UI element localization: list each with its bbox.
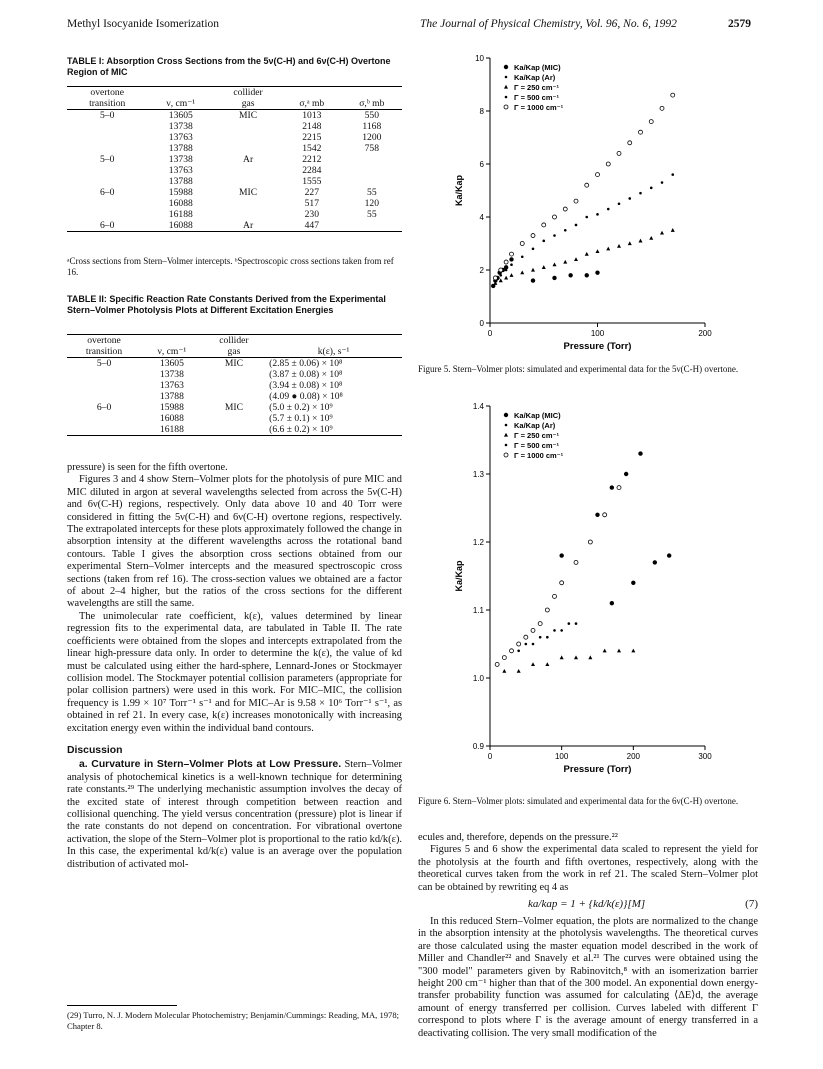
table1-h-gas: gas xyxy=(241,98,255,109)
table1-h-nu: ν, cm⁻¹ xyxy=(166,98,196,109)
x-tick-label: 200 xyxy=(698,329,712,338)
table2-row xyxy=(67,402,402,413)
table1-row xyxy=(67,121,402,132)
data-point-filled xyxy=(568,273,572,277)
table1-cell xyxy=(67,165,147,176)
table2-cell: (6.6 ± 0.2) × 10⁹ xyxy=(269,424,333,435)
table1-cell: 1542 xyxy=(302,143,322,154)
table2-cell: 16188 xyxy=(159,424,184,435)
data-point-triangle xyxy=(502,669,506,673)
table1-cell: 13738 xyxy=(168,121,193,132)
y-tick-label: 1.1 xyxy=(472,606,484,615)
x-tick-label: 0 xyxy=(487,329,493,338)
data-point-triangle xyxy=(504,85,508,89)
data-point-open xyxy=(553,594,557,598)
left-paragraph-4: Stern–Volmer analysis of photochemical kinetics is a well-known technique for determining rate constants.²⁹ The underlying mechanistic assumption involves the decay of the excited state of interest through competition between reaction and collisional quenching. The yield versus concentration (pressure) plot is linear if the rate constants do not depend on concentration. For vibrational overtone activation, the slope of the Stern–Volmer plot is proportional to the ratio kd/k(ε). In this case, the experimental kd/k(ε) value is an average over the population distribution of activated mol- xyxy=(67,759,402,870)
table1-cell: 758 xyxy=(364,143,380,154)
data-point-triangle xyxy=(660,231,664,235)
figure5-plot xyxy=(450,50,750,355)
table2-cell: (5.0 ± 0.2) × 10⁹ xyxy=(269,402,333,413)
table2 xyxy=(67,334,402,436)
table1-cell: 5–0 xyxy=(99,110,115,121)
table2-h-nu: ν, cm⁻¹ xyxy=(157,346,187,357)
data-point-triangle xyxy=(617,244,621,248)
table2-row xyxy=(67,424,402,436)
table1-cell: Ar xyxy=(243,220,254,231)
data-point-triangle xyxy=(628,241,632,245)
left-paragraph-3: The unimolecular rate coefficient, k(ε), values determined by linear regression fits to the experimental data, are tabulated in Table II. The rate coefficients were obtained from the slopes and intercepts extrapolated from the linear high-pressure data only. In order to determine the k(ε), the value of kd must be calculated using either the hard-sphere, Lennard-Jones or Stockmayer collision model. The Stockmayer potential collision parameters (appropriate for polar collision partners) were used in this work. For MIC–MIC, the collision frequency is 1.99 × 10⁷ Torr⁻¹ s⁻¹ and for MIC–Ar is 9.58 × 10⁶ Torr⁻¹ s⁻¹, as obtained in ref 21. In every case, k(ε) increases monotonically with increasing excitation energy even within the individual band contours. xyxy=(67,610,402,734)
data-point-open xyxy=(574,560,578,564)
right-column-text xyxy=(418,832,758,1040)
table1-h-sigma-b: σ,ᵇ mb xyxy=(359,98,385,109)
data-point-open xyxy=(649,120,653,124)
table2-cell: 15988 xyxy=(159,402,184,413)
table2-h-overtone: overtone xyxy=(87,335,121,346)
x-tick-label: 300 xyxy=(698,752,712,761)
data-point-triangle xyxy=(510,273,514,277)
table1-cell xyxy=(214,176,282,187)
table2-cell: 13763 xyxy=(159,380,184,391)
y-tick-label: 6 xyxy=(479,160,484,169)
data-point-triangle xyxy=(649,236,653,240)
data-point-open xyxy=(510,649,514,653)
table1-cell: 2212 xyxy=(302,154,322,165)
table2-cell xyxy=(203,380,265,391)
data-point-triangle xyxy=(531,268,535,272)
table2-row xyxy=(67,413,402,424)
table1-cell: 13763 xyxy=(168,165,193,176)
footnote: (29) Turro, N. J. Modern Molecular Photochemistry; Benjamin/Cummings: Reading, MA, 1978; Chapter 8. xyxy=(67,1010,400,1031)
table1-cell: Ar xyxy=(243,154,254,165)
table2-row xyxy=(67,391,402,402)
table1-cell xyxy=(342,220,402,232)
table2-cell xyxy=(67,424,141,436)
table1-cell: 2284 xyxy=(302,165,322,176)
x-tick-label: 100 xyxy=(590,329,605,338)
data-point-dot xyxy=(650,187,653,190)
y-tick-label: 1.2 xyxy=(472,538,484,547)
data-point-open xyxy=(531,234,535,238)
table2-cell: 13605 xyxy=(159,358,184,369)
table2-cell: (3.94 ± 0.08) × 10⁸ xyxy=(269,380,343,391)
data-point-filled xyxy=(552,276,556,280)
journal-citation: The Journal of Physical Chemistry, Vol. 96, No. 6, 1992 xyxy=(420,18,677,30)
table1 xyxy=(67,86,402,232)
table1-cell: 1200 xyxy=(362,132,382,143)
table2-row xyxy=(67,358,402,370)
data-point-open xyxy=(517,642,521,646)
data-point-dot xyxy=(505,96,508,99)
table2-cell xyxy=(67,369,141,380)
data-point-open xyxy=(617,486,621,490)
table1-cell: 13763 xyxy=(168,132,193,143)
table1-cell xyxy=(67,143,147,154)
y-tick-label: 10 xyxy=(475,54,484,63)
table1-cell xyxy=(67,132,147,143)
subsection-heading: a. Curvature in Stern–Volmer Plots at Low Pressure. xyxy=(79,759,342,771)
data-point-open xyxy=(628,141,632,145)
data-point-dot xyxy=(505,269,508,272)
data-point-filled xyxy=(595,270,599,274)
data-point-triangle xyxy=(596,249,600,253)
table1-h-collider: collider xyxy=(233,87,263,98)
footnote-rule xyxy=(67,1005,177,1006)
table1-cell: 2148 xyxy=(302,121,322,132)
data-point-open xyxy=(542,223,546,227)
table2-cell: MIC xyxy=(224,402,243,413)
data-point-open xyxy=(493,276,497,280)
table2-cell: (3.87 ± 0.08) × 10⁸ xyxy=(269,369,343,380)
data-point-dot xyxy=(532,643,535,646)
table2-cell xyxy=(67,391,141,402)
table1-cell: 55 xyxy=(367,209,377,220)
table1-cell xyxy=(214,143,282,154)
table1-cell xyxy=(67,121,147,132)
x-tick-label: 200 xyxy=(626,752,641,761)
table1-cell: MIC xyxy=(239,187,258,198)
data-point-filled xyxy=(509,257,513,261)
table2-cell xyxy=(67,380,141,391)
table1-cell: 1013 xyxy=(302,110,322,121)
data-point-dot xyxy=(525,643,528,646)
table1-cell: 5–0 xyxy=(99,154,115,165)
table2-cell xyxy=(203,391,265,402)
data-point-triangle xyxy=(574,655,578,659)
table1-cell: 517 xyxy=(304,198,319,209)
table2-cell: (2.85 ± 0.06) × 10⁸ xyxy=(269,358,343,369)
legend-entry: Ka/Kap (Ar) xyxy=(514,421,556,430)
data-point-triangle xyxy=(574,257,578,261)
legend-entry: Γ = 250 cm⁻¹ xyxy=(514,431,559,440)
data-point-triangle xyxy=(617,649,621,653)
data-point-open xyxy=(560,581,564,585)
table2-h-k: k(ε), s⁻¹ xyxy=(317,346,350,357)
left-paragraph-2: Figures 3 and 4 show Stern–Volmer plots for the photolysis of pure MIC and MIC diluted in argon at several wavelengths selected from across the 5ν(C-H) and 6ν(C-H) regions, respectively. Only data above 10 and 40 Torr were considered in fitting the 5ν(C-H) and 6ν(C-H) overtone regions, respectively. The extrapolated intercepts for these plots approximately followed the change in absorption intensity at the different wavelengths across the rotational band contours. Table I gives the absorption cross sections obtained from our experimental Stern–Volmer intercepts and the measured spectroscopic cross sections (taken from ref 16). The cross-section values we obtained are a factor of about 2–4 higher, but the ratios of the cross sections for the different wavelengths are still the same. xyxy=(67,474,402,610)
y-axis-label: Ka/Kap xyxy=(454,560,464,592)
legend-entry: Γ = 500 cm⁻¹ xyxy=(514,441,559,450)
data-point-open xyxy=(510,252,514,256)
data-point-dot xyxy=(568,622,571,625)
table1-cell: 550 xyxy=(364,110,380,121)
y-tick-label: 4 xyxy=(479,213,484,222)
table1-row xyxy=(67,176,402,187)
table1-cell xyxy=(342,176,402,187)
table1-h-transition: transition xyxy=(89,98,126,109)
table1-row xyxy=(67,187,402,198)
section-heading: Discussion xyxy=(67,744,123,756)
x-axis-label: Pressure (Torr) xyxy=(563,341,632,352)
page-number: 2579 xyxy=(728,18,751,30)
data-point-open xyxy=(596,173,600,177)
x-tick-label: 0 xyxy=(487,752,493,761)
table1-cell: 15988 xyxy=(168,187,193,198)
table1-cell xyxy=(342,165,402,176)
data-point-open xyxy=(538,622,542,626)
data-point-open xyxy=(502,656,506,660)
data-point-open xyxy=(574,199,578,203)
data-point-filled xyxy=(624,472,628,476)
y-tick-label: 2 xyxy=(479,266,484,275)
data-point-triangle xyxy=(545,662,549,666)
data-point-dot xyxy=(639,192,642,195)
table1-cell: 447 xyxy=(304,220,319,231)
x-axis-label: Pressure (Torr) xyxy=(563,764,632,775)
data-point-open xyxy=(520,242,524,246)
legend-entry: Ka/Kap (MIC) xyxy=(514,411,561,420)
data-point-open xyxy=(499,268,503,272)
data-point-dot xyxy=(618,202,621,205)
table1-cell: 13788 xyxy=(168,143,193,154)
data-point-open xyxy=(553,215,557,219)
table1-cell: 16088 xyxy=(168,220,193,231)
table1-cell: 55 xyxy=(367,187,377,198)
data-point-dot xyxy=(553,234,556,237)
data-point-dot xyxy=(564,229,567,232)
table1-row xyxy=(67,165,402,176)
table1-row xyxy=(67,198,402,209)
table1-cell: 13738 xyxy=(168,154,193,165)
table1-cell xyxy=(67,198,147,209)
table1-cell: 16088 xyxy=(168,198,193,209)
table1-cell: 227 xyxy=(304,187,319,198)
right-paragraph-3: In this reduced Stern–Volmer equation, the plots are normalized to the change in the absorption intensity at the photolysis wavelengths. The theoretical curves are those calculated using the master equation model described in the work of Miller and Chandler²² and Snavely et al.²¹ The curves were obtained using the "300 model" parameters given by Rabinovitch,⁸ with an isomerization barrier height 200 cm⁻¹ higher than that of the 300 model. An exponential down energy-transfer probability function was assumed for calculating ⟨ΔE⟩d, the average amount of energy transferred per collision. Curves labeled with different Γ correspond to plots where Γ is the average amount of energy transferred in a deactivating collision. The very small modification of the xyxy=(418,916,758,1039)
running-head: Methyl Isocyanide Isomerization xyxy=(67,18,220,30)
data-point-dot xyxy=(596,213,599,216)
table1-cell: 120 xyxy=(364,198,380,209)
y-tick-label: 1.0 xyxy=(472,674,484,683)
data-point-dot xyxy=(560,629,563,632)
data-point-triangle xyxy=(631,649,635,653)
legend-entry: Γ = 1000 cm⁻¹ xyxy=(514,103,564,112)
table1-cell: 16188 xyxy=(168,209,193,220)
data-point-dot xyxy=(585,216,588,219)
y-tick-label: 1.3 xyxy=(472,470,484,479)
data-point-filled xyxy=(667,553,671,557)
data-point-open xyxy=(639,130,643,134)
table1-cell xyxy=(214,132,282,143)
data-point-open xyxy=(588,540,592,544)
data-point-open xyxy=(671,93,675,97)
data-point-filled xyxy=(504,413,508,417)
data-point-filled xyxy=(653,560,657,564)
table1-cell xyxy=(214,165,282,176)
table2-cell: 16088 xyxy=(159,413,184,424)
equation-number: (7) xyxy=(745,898,758,911)
table1-cell: 6–0 xyxy=(99,220,115,231)
table1-cell xyxy=(67,209,147,220)
equation-7 xyxy=(418,894,758,916)
table2-cell: 5–0 xyxy=(96,358,112,369)
table1-cell xyxy=(342,154,402,165)
data-point-filled xyxy=(631,581,635,585)
table1-caption: TABLE I: Absorption Cross Sections from the 5ν(C-H) and 6ν(C-H) Overtone Region of MIC xyxy=(67,56,391,77)
data-point-open xyxy=(585,183,589,187)
y-axis-label: Ka/Kap xyxy=(454,174,464,207)
table1-row xyxy=(67,220,402,232)
data-point-open xyxy=(563,207,567,211)
data-point-triangle xyxy=(603,649,607,653)
data-point-open xyxy=(617,151,621,155)
table1-row xyxy=(67,209,402,220)
table1-cell: 1555 xyxy=(302,176,322,187)
data-point-open xyxy=(603,513,607,517)
table2-cell xyxy=(67,413,141,424)
table2-h-transition: transition xyxy=(85,346,123,357)
y-tick-label: 1.4 xyxy=(472,402,484,411)
data-point-filled xyxy=(559,553,563,557)
data-point-dot xyxy=(505,424,508,427)
data-point-dot xyxy=(607,208,610,211)
table2-h-gas: gas xyxy=(227,346,241,357)
data-point-filled xyxy=(504,65,508,69)
data-point-open xyxy=(545,608,549,612)
data-point-open xyxy=(606,162,610,166)
data-point-triangle xyxy=(563,260,567,264)
data-point-dot xyxy=(628,197,631,200)
y-tick-label: 0 xyxy=(479,319,484,328)
data-point-filled xyxy=(638,451,642,455)
data-point-open xyxy=(531,628,535,632)
figure6-caption: Figure 6. Stern–Volmer plots: simulated and experimental data for the 6ν(C-H) overtone. xyxy=(418,796,739,806)
table1-cell xyxy=(214,209,282,220)
table1-row xyxy=(67,132,402,143)
legend-entry: Ka/Kap (MIC) xyxy=(514,63,561,72)
table1-cell: 2215 xyxy=(302,132,322,143)
data-point-dot xyxy=(505,444,508,447)
table1-cell xyxy=(67,176,147,187)
y-tick-label: 0.9 xyxy=(472,742,484,751)
table1-footnote: ᵃCross sections from Stern–Volmer intercepts. ᵇSpectroscopic cross sections taken from ref 16. xyxy=(67,256,394,277)
data-point-dot xyxy=(671,173,674,176)
table2-h-collider: collider xyxy=(219,335,249,346)
data-point-filled xyxy=(610,485,614,489)
equation-text: ka/kap = 1 + {kd/k(ε)}[M] xyxy=(528,898,646,911)
data-point-dot xyxy=(510,263,513,266)
data-point-dot xyxy=(661,181,664,184)
table1-h-overtone: overtone xyxy=(90,87,124,98)
table1-cell: 13788 xyxy=(168,176,193,187)
legend-entry: Γ = 500 cm⁻¹ xyxy=(514,93,559,102)
table1-h-sigma-a: σ,ᵃ mb xyxy=(299,98,325,109)
data-point-open xyxy=(504,105,508,109)
table1-cell xyxy=(214,121,282,132)
data-point-dot xyxy=(575,224,578,227)
data-point-triangle xyxy=(542,265,546,269)
data-point-open xyxy=(504,260,508,264)
table1-row xyxy=(67,154,402,165)
data-point-filled xyxy=(531,278,535,282)
table2-row xyxy=(67,380,402,391)
data-point-triangle xyxy=(517,669,521,673)
table2-caption: TABLE II: Specific Reaction Rate Constants Derived from the Experimental Stern–Volmer Photolysis Plots at Different Excitation Energies xyxy=(67,294,386,315)
data-point-dot xyxy=(505,76,508,79)
data-point-triangle xyxy=(504,276,508,280)
data-point-filled xyxy=(585,273,589,277)
data-point-dot xyxy=(521,255,524,258)
data-point-open xyxy=(495,662,499,666)
table1-cell: 230 xyxy=(304,209,319,220)
table1-cell: MIC xyxy=(239,110,258,121)
table1-row xyxy=(67,143,402,154)
data-point-triangle xyxy=(671,228,675,232)
table2-cell: 13738 xyxy=(159,369,184,380)
table2-cell: MIC xyxy=(224,358,243,369)
table1-row xyxy=(67,110,402,122)
table1-cell: 13605 xyxy=(168,110,193,121)
right-paragraph-1: ecules and, therefore, depends on the pressure.²² xyxy=(418,832,618,843)
legend-entry: Ka/Kap (Ar) xyxy=(514,73,556,82)
table2-cell xyxy=(203,424,265,436)
right-paragraph-2: Figures 5 and 6 show the experimental data scaled to represent the yield for the photolysis at the fourth and fifth overtones, respectively, along with the theoretical curves taken from the work in ref 21. The scaled Stern–Volmer plot can be obtained by rewriting eq 4 as xyxy=(418,844,758,893)
table2-cell: 13788 xyxy=(159,391,184,402)
table1-cell xyxy=(214,198,282,209)
data-point-triangle xyxy=(606,247,610,251)
table2-cell: 6–0 xyxy=(96,402,112,413)
table2-row xyxy=(67,369,402,380)
table2-cell xyxy=(203,413,265,424)
data-point-dot xyxy=(546,636,549,639)
data-point-dot xyxy=(532,248,535,251)
data-point-triangle xyxy=(588,655,592,659)
data-point-filled xyxy=(595,513,599,517)
data-point-triangle xyxy=(639,239,643,243)
table1-cell: 6–0 xyxy=(99,187,115,198)
legend-entry: Γ = 250 cm⁻¹ xyxy=(514,83,559,92)
figure6-plot xyxy=(450,398,760,783)
data-point-dot xyxy=(499,274,502,277)
left-column-text xyxy=(67,462,402,871)
data-point-dot xyxy=(539,636,542,639)
data-point-open xyxy=(660,106,664,110)
data-point-dot xyxy=(517,650,520,653)
data-point-triangle xyxy=(560,655,564,659)
legend-entry: Γ = 1000 cm⁻¹ xyxy=(514,451,564,460)
data-point-triangle xyxy=(553,263,557,267)
data-point-open xyxy=(504,453,508,457)
table2-cell: (5.7 ± 0.1) × 10⁹ xyxy=(269,413,333,424)
data-point-triangle xyxy=(504,433,508,437)
data-point-triangle xyxy=(520,270,524,274)
figure5-caption: Figure 5. Stern–Volmer plots: simulated and experimental data for the 5ν(C-H) overtone. xyxy=(418,364,739,374)
data-point-dot xyxy=(575,622,578,625)
y-tick-label: 8 xyxy=(479,107,484,116)
data-point-filled xyxy=(610,601,614,605)
table2-cell: (4.09 ● 0.08) × 10⁸ xyxy=(269,391,343,402)
data-point-triangle xyxy=(585,252,589,256)
table1-cell: 1168 xyxy=(362,121,382,132)
x-tick-label: 100 xyxy=(554,752,569,761)
table2-cell xyxy=(203,369,265,380)
data-point-dot xyxy=(553,629,556,632)
data-point-dot xyxy=(542,240,545,243)
left-paragraph-1: pressure) is seen for the fifth overtone. xyxy=(67,462,228,473)
data-point-open xyxy=(524,635,528,639)
data-point-triangle xyxy=(531,662,535,666)
